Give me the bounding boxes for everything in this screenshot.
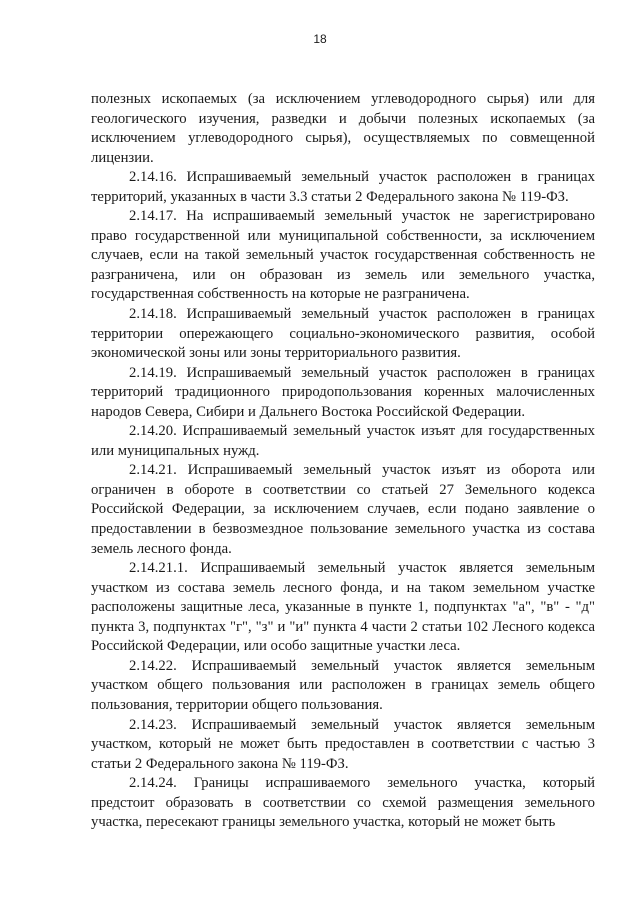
paragraph-2-14-19: 2.14.19. Испрашиваемый земельный участок расположен в границах территорий традиционного природопользования коренных малочисленных народов Севера, Сибири и Дальнего Востока Российской Федерации. bbox=[91, 364, 595, 420]
paragraph-2-14-18: 2.14.18. Испрашиваемый земельный участок расположен в границах территории опережающего социально-экономического развития, особой экономической зоны или зоны территориального развития. bbox=[91, 306, 595, 362]
paragraph-2-14-21: 2.14.21. Испрашиваемый земельный участок изъят из оборота или ограничен в обороте в соответствии со статьей 27 Земельного кодекса Российской Федерации, за исключением случаев, если подано заявление о предоставлении в безвозмездное пользование земельного участка из состава земель лесного фонда. bbox=[91, 462, 595, 557]
paragraph-2-14-17: 2.14.17. На испрашиваемый земельный участок не зарегистрировано право государственной или муниципальной собственности, за исключением случаев, если на такой земельный участок государственная собственность не разграничена, или он образован из земель или земельного участка, государственная собственность на которые не разграничена. bbox=[91, 208, 595, 303]
paragraph-2-14-22: 2.14.22. Испрашиваемый земельный участок является земельным участком общего пользования или расположен в границах земель общего пользования, территории общего пользования. bbox=[91, 657, 595, 713]
paragraph-2-14-16: 2.14.16. Испрашиваемый земельный участок расположен в границах территорий, указанных в части 3.3 статьи 2 Федерального закона № 119-ФЗ. bbox=[91, 169, 595, 205]
page-number: 18 bbox=[313, 32, 327, 46]
paragraph-2-14-23: 2.14.23. Испрашиваемый земельный участок является земельным участком, который не может быть предоставлен в соответствии с частью 3 статьи 2 Федерального закона № 119-ФЗ. bbox=[91, 716, 595, 772]
paragraph-continuation: полезных ископаемых (за исключением углеводородного сырья) или для геологического изучения, разведки и добычи полезных ископаемых (за исключением углеводородного сырья), осуществляемых по совмещенной лицензии. bbox=[91, 91, 595, 166]
document-body bbox=[91, 90, 595, 833]
paragraph-2-14-24: 2.14.24. Границы испрашиваемого земельного участка, который предстоит образовать в соответствии со схемой размещения земельного участка, пересекают границы земельного участка, который не может быть bbox=[91, 775, 595, 831]
paragraph-2-14-21-1: 2.14.21.1. Испрашиваемый земельный участок является земельным участком из состава земель лесного фонда, и на таком земельном участке расположены защитные леса, указанные в пункте 1, подпунктах "а", "в" - "д" пункта 3, подпунктах "г", "з" и "и" пункта 4 части 2 статьи 102 Лесного кодекса Российской Федерации, или особо защитные участки леса. bbox=[91, 560, 595, 655]
paragraph-2-14-20: 2.14.20. Испрашиваемый земельный участок изъят для государственных или муниципальных нужд. bbox=[91, 423, 595, 459]
